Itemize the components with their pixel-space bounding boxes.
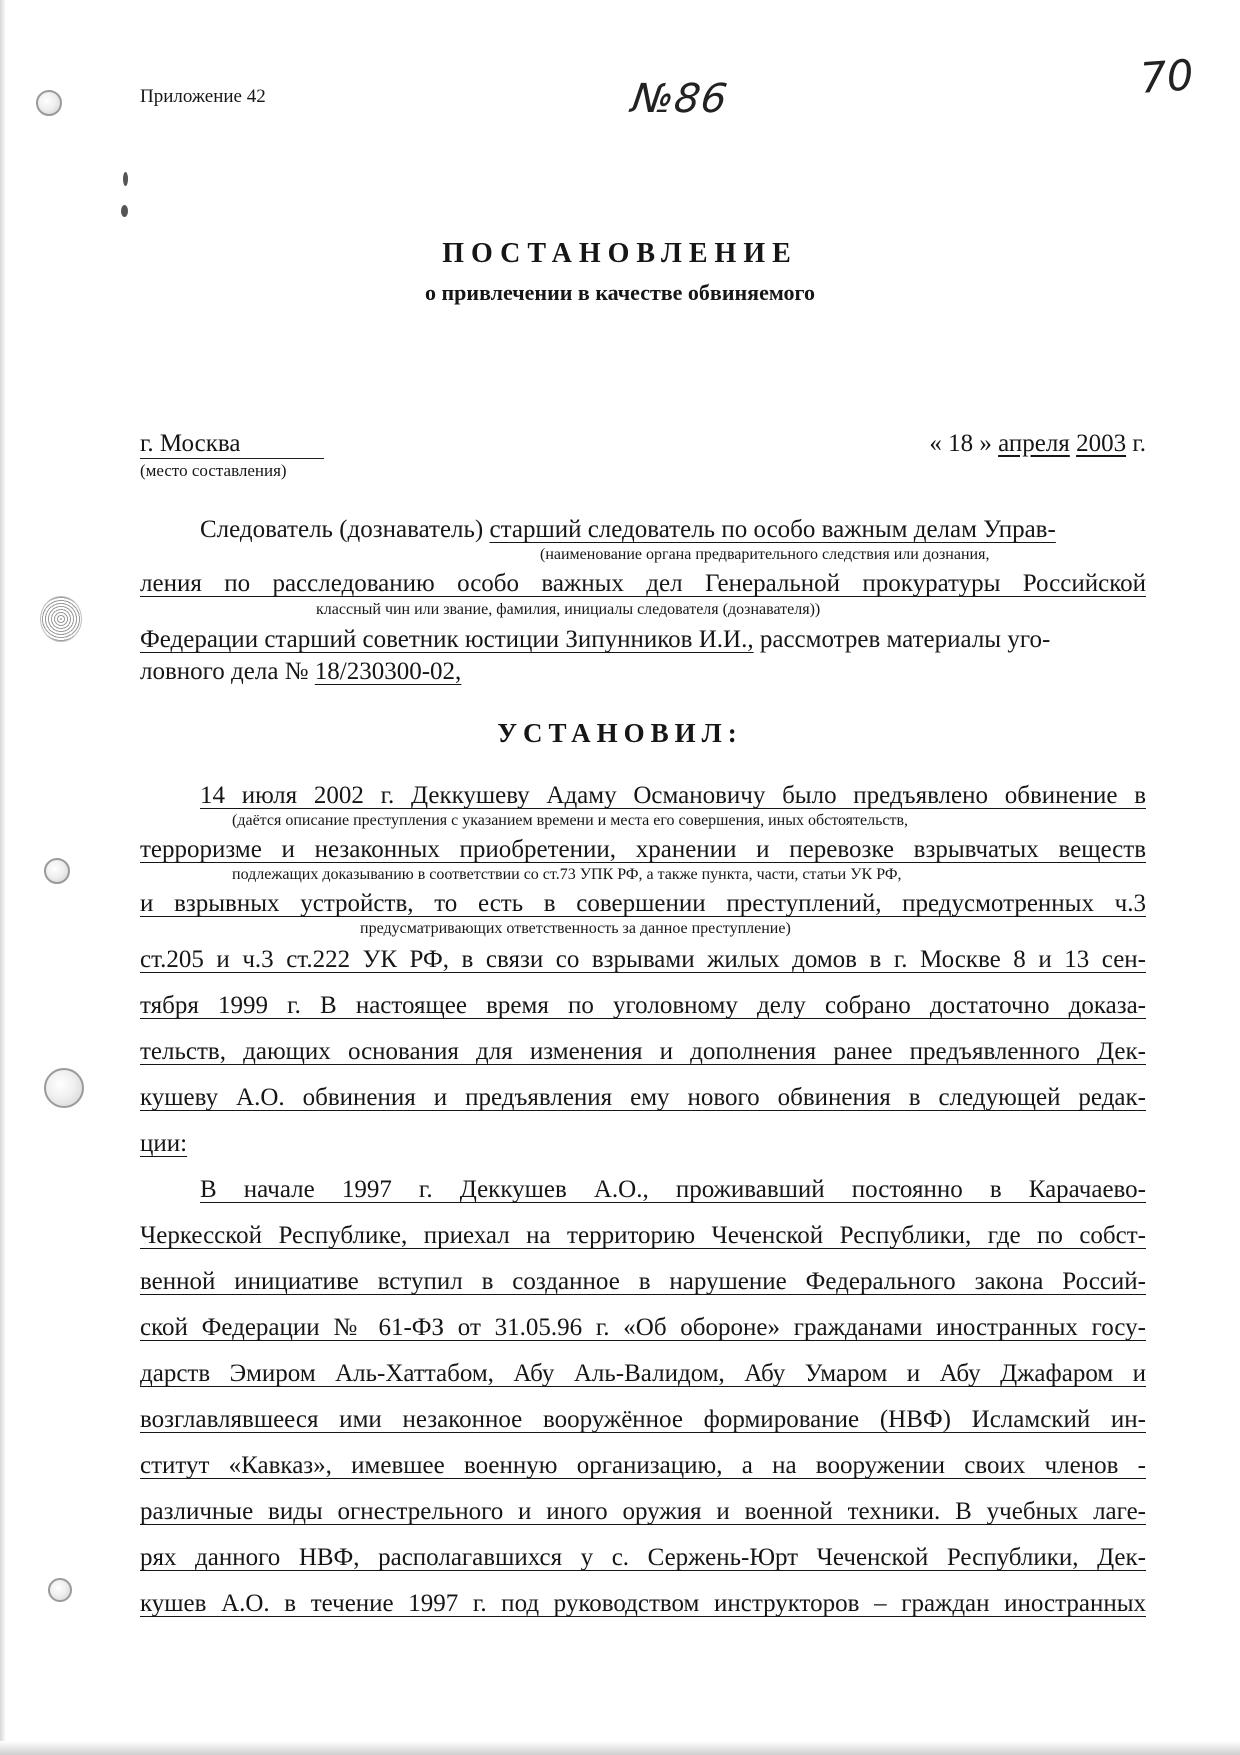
- body-p2-line-4: ской Федерации № 61-ФЗ от 31.05.96 г. «Об обороне» гражданами иностранных госу-: [140, 1314, 1146, 1341]
- body-line-7: кушеву А.О. обвинения и предъявления ему нового обвинения в следующей редак-: [140, 1084, 1146, 1111]
- body-p2-line-2: Черкесской Республике, приехал на территорию Чеченской Республики, где по собст-: [140, 1222, 1146, 1249]
- intro-line-3: [140, 626, 1050, 654]
- date-open-quote: «: [929, 430, 942, 457]
- scan-bottom-shadow: [0, 1741, 1240, 1755]
- date-suffix: г.: [1132, 430, 1146, 457]
- body-p2-line-10: кушев А.О. в течение 1997 г. под руководством инструкторов – граждан иностранных: [140, 1590, 1146, 1617]
- punch-hole-upper: [40, 596, 82, 642]
- body-hint-a: (даётся описание преступления с указанием времени и места его совершения, иных обстоятельств,: [232, 812, 909, 829]
- body-hint-c: предусматривающих ответственность за данное преступление): [360, 920, 791, 937]
- body-line-3: и взрывных устройств, то есть в совершении преступлений, предусмотренных ч.3: [140, 890, 1146, 917]
- body-line-8: ции:: [140, 1130, 188, 1157]
- investigator-label: Следователь (дознаватель): [200, 516, 484, 543]
- body-p2-line-9: рях данного НВФ, располагавшихся у с. Сержень-Юрт Чеченской Республики, Дек-: [140, 1544, 1146, 1571]
- body-p2-line-7: ститут «Кавказ», имевшее военную организацию, а на вооружении своих членов -: [140, 1452, 1146, 1479]
- body-line-6: тельств, дающих основания для изменения и дополнения ранее предъявленного Дек-: [140, 1038, 1146, 1065]
- scan-speck: [123, 172, 128, 186]
- intro-line-1: [200, 516, 1056, 544]
- body-line-2: терроризме и незаконных приобретении, хранении и перевозке взрывчатых веществ: [140, 836, 1146, 863]
- date-month: апреля: [998, 430, 1070, 457]
- investigator-name: Федерации старший советник юстиции Зипунников И.И.,: [140, 626, 754, 653]
- body-p2-line-3: венной инициативе вступил в созданное в нарушение Федерального закона Россий-: [140, 1268, 1146, 1295]
- body-line-5: тября 1999 г. В настоящее время по уголовному делу собрано достаточно доказа-: [140, 992, 1146, 1019]
- established-heading: УСТАНОВИЛ:: [497, 718, 743, 748]
- handwritten-document-number: №86: [628, 76, 731, 122]
- document-subtitle: о привлечении в качестве обвиняемого: [425, 280, 815, 305]
- punch-hole-top: [36, 90, 62, 116]
- intro-line-2: ления по расследованию особо важных дел Генеральной прокуратуры Российской: [140, 570, 1146, 597]
- document-date: [929, 430, 1146, 458]
- body-p2-line-1: В начале 1997 г. Деккушев А.О., проживавший постоянно в Карачаево-: [200, 1176, 1146, 1203]
- place-underline: [140, 458, 324, 459]
- body-p2-line-6: возглавлявшееся ими незаконное вооружённое формирование (НВФ) Исламский ин-: [140, 1406, 1146, 1433]
- body-p2-line-8: различные виды огнестрельного и иного оружия и военной техники. В учебных лаге-: [140, 1498, 1146, 1525]
- place-hint: (место составления): [140, 461, 287, 480]
- date-day: 18: [948, 430, 974, 457]
- intro-line-4: [140, 658, 461, 686]
- body-line-4: ст.205 и ч.3 ст.222 УК РФ, в связи со взрывами жилых домов в г. Москве 8 и 13 сен-: [140, 946, 1146, 973]
- annex-label: Приложение 42: [140, 86, 266, 107]
- intro-hint-2: классный чин или звание, фамилия, инициалы следователя (дознавателя)): [316, 601, 821, 618]
- handwritten-page-number: 70: [1138, 50, 1196, 103]
- body-hint-b: подлежащих доказыванию в соответствии со ст.73 УПК РФ, а также пункта, части, статьи УК РФ,: [232, 866, 902, 883]
- punch-hole-center: [44, 1068, 84, 1108]
- body-line-1: 14 июля 2002 г. Деккушеву Адаму Османовичу было предъявлено обвинение в: [200, 782, 1146, 809]
- body-p2-line-5: дарств Эмиром Аль-Хаттабом, Абу Аль-Валидом, Абу Умаром и Абу Джафаром и: [140, 1360, 1146, 1387]
- investigator-position: старший следователь по особо важным делам Управ-: [489, 516, 1056, 543]
- date-close-quote: »: [979, 430, 992, 457]
- punch-hole-middle: [44, 858, 70, 884]
- scan-speck: [121, 205, 128, 217]
- punch-hole-bottom: [48, 1578, 72, 1602]
- intro-line-3-rest: рассмотрев материалы уго-: [759, 626, 1051, 653]
- case-prefix: ловного дела №: [140, 658, 309, 685]
- document-title: ПОСТАНОВЛЕНИЕ: [442, 238, 798, 269]
- case-number: 18/230300-02,: [314, 658, 462, 685]
- date-year: 2003: [1076, 430, 1127, 457]
- intro-hint-1: (наименование органа предварительного следствия или дознания,: [540, 546, 990, 563]
- place-city: г. Москва: [140, 430, 241, 457]
